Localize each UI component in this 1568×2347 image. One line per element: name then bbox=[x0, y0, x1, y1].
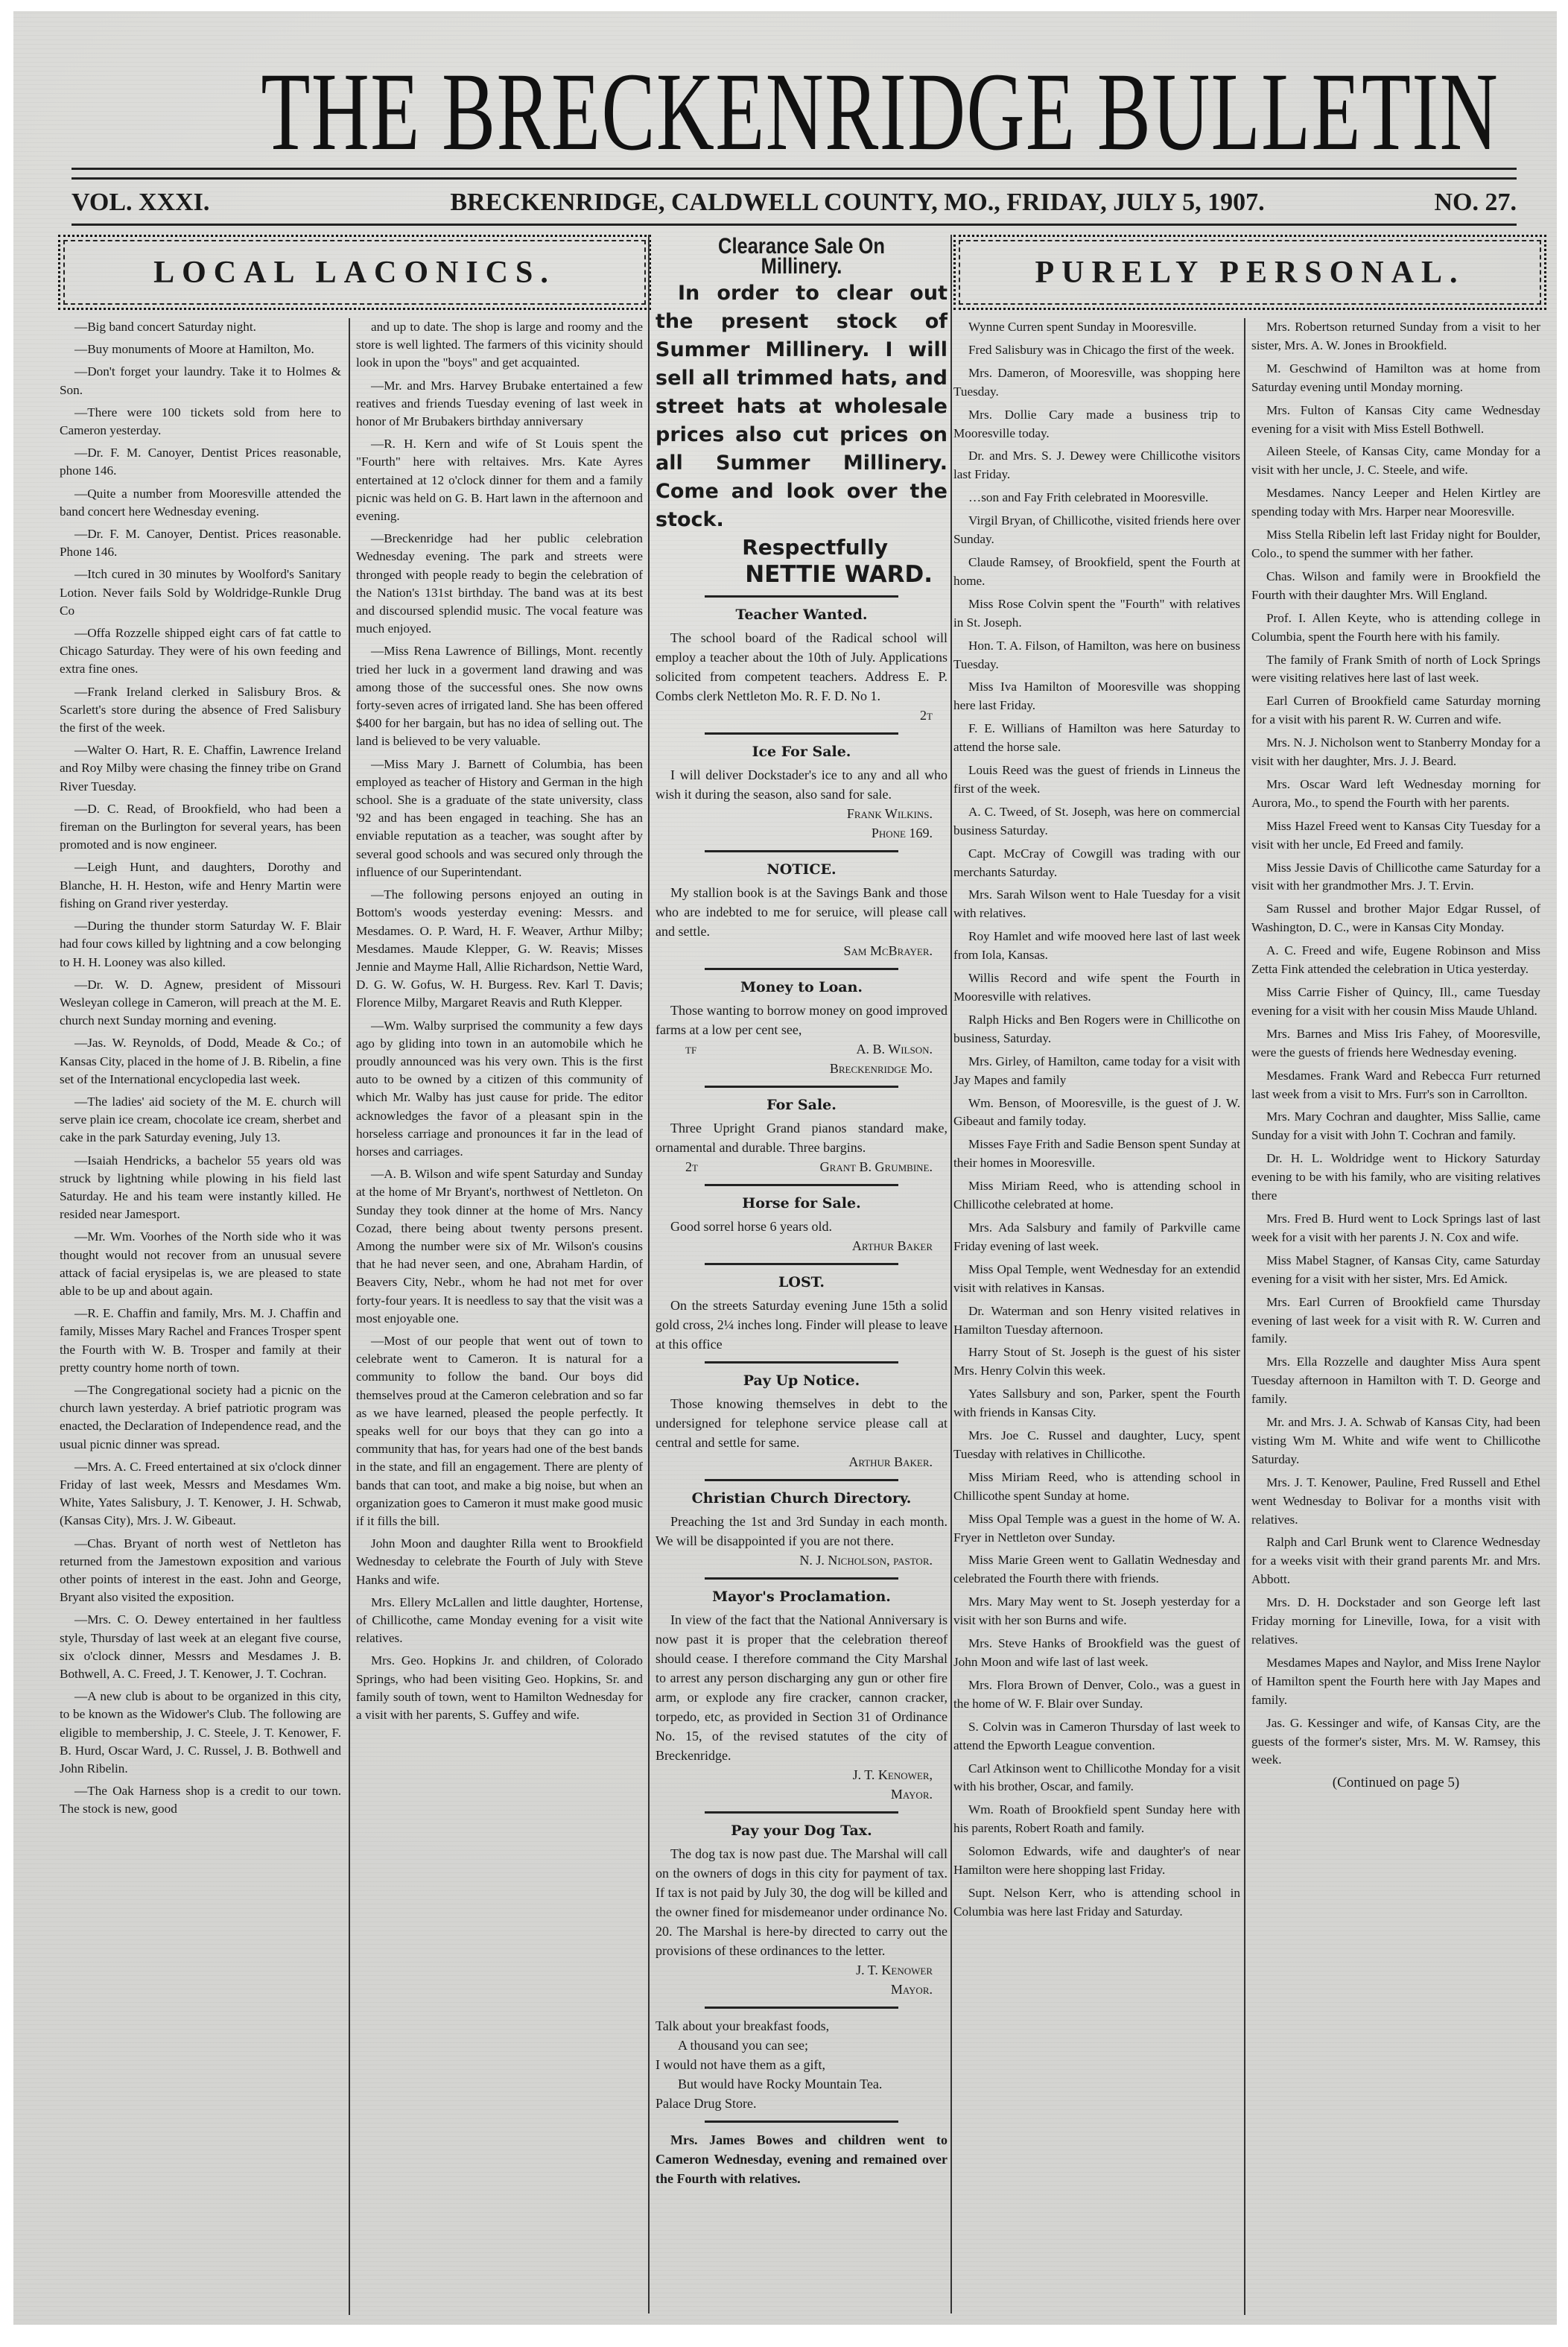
notice-item bbox=[656, 1194, 948, 1255]
local-item: —Most of our people that went out of town to celebrate went to Cameron. It is natural for a community to follow the band. Our boys did themselves proud at the Cameron celebration and so far as we have learned, pleased the people perfectly. It speaks well for our boys that they can go into a community that has, for years had one of the best bands in the state, and fill an engagement. There are plenty of bands that can toot, and make a big noise, but when an organization goes to Cameron it must make good music if it fills the bill. bbox=[356, 1333, 643, 1528]
personal-item: Claude Ramsey, of Brookfield, spent the Fourth at home. bbox=[953, 554, 1240, 588]
personal-item: Supt. Nelson Kerr, who is attending school in Columbia was here last Friday and Saturday. bbox=[953, 1885, 1240, 1919]
personal-item: Capt. McCray of Cowgill was trading with our merchants Saturday. bbox=[953, 846, 1240, 879]
personal-item: Earl Curren of Brookfield came Saturday morning for a visit with his parent R. W. Curren and wife. bbox=[1251, 694, 1540, 727]
local-item: —Big band concert Saturday night. bbox=[74, 320, 256, 334]
personal-item: Mesdames. Nancy Leeper and Helen Kirtley are spending today with Mrs. Harper near Mooresville. bbox=[1251, 486, 1540, 519]
local-item: and up to date. The shop is large and roomy and the store is well lighted. The farmers of this vicinity should look in upon the "boys" and get acquainted. bbox=[356, 320, 643, 370]
divider bbox=[705, 1184, 898, 1186]
personal-item: Mrs. Joe C. Russel and daughter, Lucy, spent Tuesday with relatives in Chillicothe. bbox=[953, 1428, 1240, 1461]
notice-signature-2: Breckenridge Mo. bbox=[829, 1061, 933, 1076]
personal-item: Mesdames. Frank Ward and Rebecca Furr returned last week from a visit to Mrs. Furr's son in Carrollton. bbox=[1251, 1068, 1540, 1101]
continued-notice: (Continued on page 5) bbox=[1332, 1775, 1460, 1791]
local-item: —The ladies' aid society of the M. E. church will serve plain ice cream, chocolate ice cream, sherbet and cake in the park Saturday evening, July 13. bbox=[60, 1094, 341, 1145]
personal-item: The family of Frank Smith of north of Lock Springs were visiting relatives here last of last week. bbox=[1251, 652, 1540, 685]
divider bbox=[705, 1479, 898, 1481]
personal-item: Hon. T. A. Filson, of Hamilton, was here on business Tuesday. bbox=[953, 638, 1240, 671]
personal-item: Mesdames Mapes and Naylor, and Miss Irene Naylor of Hamilton spent the Fourth here with Jay Mapes and family. bbox=[1251, 1655, 1540, 1707]
local-item: —Mr. and Mrs. Harvey Brubake entertained a few reatives and friends Tuesday evening of last week in honor of Mr Brubakers birthday anniversary bbox=[356, 378, 643, 429]
personal-item: Miss Rose Colvin spent the "Fourth" with relatives in St. Joseph. bbox=[953, 596, 1240, 630]
personal-item: Mrs. Fred B. Hurd went to Lock Springs last of last week for a visit with her parents J. N. Cox and wife. bbox=[1251, 1211, 1540, 1244]
personal-item: Mrs. Steve Hanks of Brookfield was the guest of John Moon and wife last of last week. bbox=[953, 1636, 1240, 1669]
notice-body: I will deliver Dockstader's ice to any and all who wish it during the season, also sand for sale. bbox=[656, 767, 948, 802]
personal-item: Virgil Bryan, of Chillicothe, visited friends here over Sunday. bbox=[953, 513, 1240, 547]
notice-title: Christian Church Directory. bbox=[691, 1490, 912, 1507]
notice-signature-line: Arthur Baker bbox=[851, 1238, 933, 1253]
local-laconics-heading: LOCAL LACONICS. bbox=[153, 255, 556, 290]
local-item: —There were 100 tickets sold from here to Cameron yesterday. bbox=[60, 405, 341, 438]
local-item: —D. C. Read, of Brookfield, who had been a fireman on the Burlington for several years, has been promoted and is now engineer. bbox=[60, 801, 341, 852]
local-laconics-column-2 bbox=[356, 318, 643, 1729]
notice-title: Pay Up Notice. bbox=[743, 1372, 860, 1389]
personal-item: Wm. Roath of Brookfield spent Sunday here with his parents, Robert Roath and family. bbox=[953, 1802, 1240, 1836]
personal-item: Mrs. Mary Cochran and daughter, Miss Sallie, came Sunday for a visit with John T. Cochran and family. bbox=[1251, 1109, 1540, 1143]
personal-item: Ralph and Carl Brunk went to Clarence Wednesday for a weeks visit with their grand parents Mr. and Mrs. Abbott. bbox=[1251, 1535, 1540, 1587]
notice-item bbox=[656, 605, 948, 725]
newspaper-page bbox=[13, 11, 1557, 2325]
dateline bbox=[72, 189, 1517, 217]
volume-number: VOL. XXXI. bbox=[72, 189, 210, 216]
personal-item: Sam Russel and brother Major Edgar Russel, of Washington, D. C., were in Kansas City Monday. bbox=[1251, 902, 1540, 935]
personal-item: Miss Opal Temple, went Wednesday for an extendid visit with relatives in Kansas. bbox=[953, 1261, 1240, 1295]
local-item: —Mrs. C. O. Dewey entertained in her faultless style, Thursday of last week at an elegant five course, six o'clock dinner, Messrs and Mesdames J. B. Bothwell, A. C. Freed, J. T. Kenower, J. T. Cochran. bbox=[60, 1612, 341, 1682]
notice-item bbox=[656, 1821, 948, 1999]
bowes-item-text: Mrs. James Bowes and children went to Cameron Wednesday, evening and remained over the Fourth with relatives. bbox=[656, 2132, 948, 2186]
notice-signature-line: Frank Wilkins. bbox=[846, 806, 933, 821]
millinery-ad-body: In order to clear out the present stock of Summer Millinery. I will sell all trimmed hats, and street hats at wholesale prices also cut prices on all Summer Millinery. Come and look over the stock. bbox=[656, 282, 948, 531]
personal-item: Mrs. Dollie Cary made a business trip to Mooresville today. bbox=[953, 407, 1240, 440]
local-item: —Breckenridge had her public celebration Wednesday evening. The park and streets were thronged with people ready to begin the celebration of the Nation's 131st birthday. The band was at its best and discoursed splendid music. The vocal feature was much enjoyed. bbox=[356, 531, 643, 636]
personal-item: Harry Stout of St. Joseph is the guest of his sister Mrs. Henry Colvin this week. bbox=[953, 1345, 1240, 1378]
local-item: —Miss Rena Lawrence of Billings, Mont. recently tried her luck in a goverment land drawing and was among those of the successful ones. She now owns forty-seven acres of irrigated land. She has been offered $400 for her bargain, but has no idea of selling out. The land is believed to be very valuable. bbox=[356, 644, 643, 749]
notice-title: Mayor's Proclamation. bbox=[712, 1589, 891, 1605]
column-rule bbox=[648, 235, 650, 2313]
local-item: John Moon and daughter Rilla went to Brookfield Wednesday to celebrate the Fourth of July with Steve Hanks and wife. bbox=[356, 1536, 643, 1587]
personal-item: Carl Atkinson went to Chillicothe Monday for a visit with his brother, Oscar, and family. bbox=[953, 1761, 1240, 1794]
personal-item: Louis Reed was the guest of friends in Linneus the first of the week. bbox=[953, 763, 1240, 796]
divider bbox=[705, 1263, 898, 1265]
notice-title: For Sale. bbox=[766, 1097, 837, 1113]
personal-item: Mrs. Ada Salsbury and family of Parkville came Friday evening of last week. bbox=[953, 1220, 1240, 1253]
notice-signature-2: Mayor. bbox=[890, 1787, 933, 1802]
center-column bbox=[656, 233, 948, 2188]
poem-line: But would have Rocky Mountain Tea. bbox=[678, 2077, 883, 2091]
notice-signature: A. B. Wilson. bbox=[856, 1042, 933, 1057]
notice-body: Those wanting to borrow money on good improved farms at a low per cent see, bbox=[656, 1003, 948, 1037]
local-item: —The Oak Harness shop is a credit to our town. The stock is new, good bbox=[60, 1784, 341, 1817]
personal-item: Mr. and Mrs. J. A. Schwab of Kansas City, had been visting Wm M. White and wife went to Chillicothe Saturday. bbox=[1251, 1415, 1540, 1466]
poem-line: A thousand you can see; bbox=[678, 2038, 808, 2053]
personal-item: Mrs. N. J. Nicholson went to Stanberry Monday for a visit with her daughter, Mrs. J. J. Beard. bbox=[1251, 735, 1540, 769]
notice-item bbox=[656, 1273, 948, 1354]
personal-item: …son and Fay Frith celebrated in Mooresville. bbox=[968, 490, 1209, 505]
divider bbox=[705, 850, 898, 852]
notice-signature-line: N. J. Nicholson, pastor. bbox=[799, 1553, 933, 1568]
notice-item bbox=[656, 978, 948, 1078]
personal-item: Miss Miriam Reed, who is attending school in Chillicothe celebrated at home. bbox=[953, 1179, 1240, 1212]
local-item: —Mrs. A. C. Freed entertained at six o'clock dinner Friday of last week, Messrs and Mesdames Wm. White, Yates Salisbury, J. T. Kenower, J. H. Schwab, (Kansas City), Mrs. J. W. Gibeaut. bbox=[60, 1459, 341, 1528]
notice-title: NOTICE. bbox=[766, 861, 837, 878]
divider bbox=[705, 968, 898, 970]
purely-personal-heading: PURELY PERSONAL. bbox=[1035, 255, 1465, 290]
dateline-text: BRECKENRIDGE, CALDWELL COUNTY, MO., FRIDAY, JULY 5, 1907. bbox=[450, 189, 1265, 216]
notice-mark: tf bbox=[685, 1042, 697, 1057]
notice-item bbox=[656, 1587, 948, 1804]
notice-body: Preaching the 1st and 3rd Sunday in each month. We will be disappointed if you are not there. bbox=[656, 1514, 948, 1548]
notice-signature-2: Mayor. bbox=[890, 1982, 933, 1997]
local-item: —Chas. Bryant of north west of Nettleton has returned from the Jamestown exposition and various other points of interest in the east. John and George, Bryant also visited the exposition. bbox=[60, 1536, 341, 1605]
notice-signature-2: Phone 169. bbox=[871, 826, 933, 840]
personal-item: Miss Carrie Fisher of Quincy, Ill., came Tuesday evening for a visit with her cousin Miss Maude Uhland. bbox=[1251, 985, 1540, 1018]
divider bbox=[705, 2006, 898, 2009]
tea-poem bbox=[656, 2016, 948, 2113]
personal-item: Mrs. Ella Rozzelle and daughter Miss Aura spent Tuesday afternoon in Hamilton with T. D. George and family. bbox=[1251, 1355, 1540, 1407]
personal-item: Miss Mabel Stagner, of Kansas City, came Saturday evening for a visit with her sister, Mrs. Ed Amick. bbox=[1251, 1252, 1540, 1286]
personal-item: S. Colvin was in Cameron Thursday of last week to attend the Epworth League convention. bbox=[953, 1719, 1240, 1752]
personal-item: Miss Opal Temple was a guest in the home of W. A. Fryer in Nettleton over Sunday. bbox=[953, 1511, 1240, 1545]
personal-item: Solomon Edwards, wife and daughter's of near Hamilton were here shopping last Friday. bbox=[953, 1844, 1240, 1878]
personal-item: Willis Record and wife spent the Fourth in Mooresville with relatives. bbox=[953, 971, 1240, 1004]
divider bbox=[705, 595, 898, 598]
local-item: —Quite a number from Mooresville attended the band concert here Wednesday evening. bbox=[60, 486, 341, 519]
personal-item: Miss Jessie Davis of Chillicothe came Saturday for a visit with her grandmother Mrs. J. T. Ervin. bbox=[1251, 860, 1540, 893]
notices-list bbox=[656, 595, 948, 1999]
notice-mark: 2t bbox=[685, 1159, 698, 1174]
notice-item bbox=[656, 1095, 948, 1176]
personal-item: Dr. Waterman and son Henry visited relatives in Hamilton Tuesday afternoon. bbox=[953, 1303, 1240, 1337]
personal-item: Wm. Benson, of Mooresville, is the guest of J. W. Gibeaut and family today. bbox=[953, 1095, 1240, 1129]
local-item: —Miss Mary J. Barnett of Columbia, has been employed as teacher of History and German in the high school. She is a graduate of the state university, class '92 and has been engaged in teaching. She has an enviable reputation as a teacher, was sought after by several good schools and was secured only through the influence of our Superintendant. bbox=[356, 756, 643, 879]
divider bbox=[705, 1086, 898, 1088]
local-item: —Offa Rozzelle shipped eight cars of fat cattle to Chicago Saturday. They were of his own feeding and extra fine ones. bbox=[60, 626, 341, 677]
notice-title: Ice For Sale. bbox=[752, 744, 851, 760]
notice-signature-line: Sam McBrayer. bbox=[843, 943, 933, 958]
notice-body: On the streets Saturday evening June 15th a solid gold cross, 2¼ inches long. Finder will please to leave at this office bbox=[656, 1298, 948, 1352]
poem-line: Talk about your breakfast foods, bbox=[656, 2018, 830, 2033]
divider bbox=[705, 732, 898, 735]
local-item: —Buy monuments of Moore at Hamilton, Mo. bbox=[74, 342, 314, 357]
personal-item: Mrs. Barnes and Miss Iris Fahey, of Mooresville, were the guests of friends here Wednesday evening. bbox=[1251, 1026, 1540, 1060]
millinery-ad-signature: NETTIE WARD. bbox=[745, 561, 933, 588]
local-item: —Mr. Wm. Voorhes of the North side who it was thought would not recover from an unusual severe attack of facial erysipelas is, we are pleased to state able to be up and about again. bbox=[60, 1229, 341, 1298]
personal-item: Mrs. Flora Brown of Denver, Colo., was a guest in the home of W. F. Blair over Sunday. bbox=[953, 1677, 1240, 1711]
bowes-item bbox=[656, 2130, 948, 2188]
personal-item: Mrs. Earl Curren of Brookfield came Thursday evening of last week for a visit with R. W. Curren and family. bbox=[1251, 1294, 1540, 1346]
personal-item: Mrs. D. H. Dockstader and son George left last Friday morning for Lineville, Iowa, for a visit with relatives. bbox=[1251, 1595, 1540, 1647]
local-item: —Jas. W. Reynolds, of Dodd, Meade & Co.; of Kansas City, placed in the home of J. B. Ribelin, a fine set of the International encyclopedia last week. bbox=[60, 1036, 341, 1086]
purely-personal-heading-box bbox=[953, 235, 1546, 310]
personal-item: A. C. Tweed, of St. Joseph, was here on commercial business Saturday. bbox=[953, 804, 1240, 837]
personal-item: Dr. H. L. Woldridge went to Hickory Saturday evening to be with his family, who are visiting relatives there bbox=[1251, 1151, 1540, 1203]
personal-item: A. C. Freed and wife, Eugene Robinson and Miss Zetta Fink attended the celebration in Utica yesterday. bbox=[1251, 943, 1540, 977]
local-item: —Isaiah Hendricks, a bachelor 55 years old was struck by lightning while plowing in his field last Saturday. He and his team were instantly killed. He resided near Jamesport. bbox=[60, 1153, 341, 1222]
personal-item: Ralph Hicks and Ben Rogers were in Chillicothe on business, Saturday. bbox=[953, 1012, 1240, 1045]
notice-title: LOST. bbox=[778, 1274, 825, 1290]
divider bbox=[705, 1577, 898, 1580]
local-item: —Itch cured in 30 minutes by Woolford's Sanitary Lotion. Never fails Sold by Woldridge-Runkle Drug Co bbox=[60, 567, 341, 618]
personal-item: Roy Hamlet and wife mooved here last of last week from Iola, Kansas. bbox=[953, 929, 1240, 963]
notice-title: Pay your Dog Tax. bbox=[731, 1822, 872, 1839]
local-item: —Leigh Hunt, and daughters, Dorothy and Blanche, H. H. Heston, wife and Henry Martin were fishing on Grand river yesterday. bbox=[60, 860, 341, 910]
notice-signature: Grant B. Grumbine. bbox=[819, 1159, 933, 1174]
personal-item: Jas. G. Kessinger and wife, of Kansas City, are the guests of the former's sister, Mrs. M. W. Ramsey, this week. bbox=[1251, 1715, 1540, 1767]
poem-line: I would not have them as a gift, bbox=[656, 2057, 825, 2072]
column-rule bbox=[349, 318, 350, 2315]
masthead-title: THE BRECKENRIDGE BULLETIN bbox=[261, 50, 1499, 174]
local-item: —A new club is about to be organized in this city, to be known as the Widower's Club. The following are eligible to membership, J. C. Steele, J. T. Kenower, F. B. Hurd, Oscar Ward, J. C. Russel, J. B. Bothwell and John Ribelin. bbox=[60, 1689, 341, 1776]
local-item: —Walter O. Hart, R. E. Chaffin, Lawrence Ireland and Roy Milby were chasing the finney tribe on Grand River Tuesday. bbox=[60, 743, 341, 794]
personal-item: Mrs. Dameron, of Mooresville, was shopping here Tuesday. bbox=[953, 365, 1240, 399]
local-item: —Wm. Walby surprised the community a few days ago by gliding into town in an automobile which he proudly announced was his very own. This is the first auto to be owned by a citizen of this community of which Mr. Walby has just cause for pride. The editor acknowledges the favor of a pleasant spin in the horseless carriage and pronounces it far in the lead of horses and carriages. bbox=[356, 1018, 643, 1159]
local-laconics-heading-box bbox=[58, 235, 651, 310]
personal-item: Chas. Wilson and family were in Brookfield the Fourth with their daughter Mrs. Will England. bbox=[1251, 568, 1540, 602]
local-item: —Dr. F. M. Canoyer, Dentist Prices reasonable, phone 146. bbox=[60, 446, 341, 478]
masthead-rule bbox=[72, 168, 1517, 180]
local-item: —R. E. Chaffin and family, Mrs. M. J. Chaffin and family, Misses Mary Rachel and Frances Trosper spent the Fourth with W. B. Trosper and family at their pretty country home north of town. bbox=[60, 1306, 341, 1375]
notice-body: Three Upright Grand pianos standard make, ornamental and durable. Three bargins. bbox=[656, 1121, 948, 1155]
divider bbox=[705, 2120, 898, 2123]
personal-item: Yates Sallsbury and son, Parker, spent the Fourth with friends in Kansas City. bbox=[953, 1387, 1240, 1420]
personal-item: Aileen Steele, of Kansas City, came Monday for a visit with her uncle, J. C. Steele, and wife. bbox=[1251, 444, 1540, 478]
notice-body: Good sorrel horse 6 years old. bbox=[670, 1219, 832, 1234]
notice-item bbox=[656, 860, 948, 960]
notice-body: The school board of the Radical school will employ a teacher about the 10th of July. Applications solicited from competent teachers. Address E. P. Combs clerk Nettleton Mo. R. F. D. No 1. bbox=[656, 630, 948, 703]
dateline-rule bbox=[72, 224, 1517, 226]
local-item: —During the thunder storm Saturday W. F. Blair had four cows killed by lightning and a cow belonging to H. H. Looney was also killed. bbox=[60, 919, 341, 969]
local-item: —Frank Ireland clerked in Salisbury Bros. & Scarlett's store during the absence of Fred Salisbury the first of the week. bbox=[60, 684, 341, 735]
column-rule bbox=[1244, 318, 1245, 2315]
personal-item: Misses Faye Frith and Sadie Benson spent Sunday at their homes in Mooresville. bbox=[953, 1137, 1240, 1171]
notice-signature-line bbox=[656, 1039, 948, 1059]
notice-body: My stallion book is at the Savings Bank and those who are indebted to me for seruice, will please call and settle. bbox=[656, 885, 948, 939]
local-item: —Don't forget your laundry. Take it to Holmes & Son. bbox=[60, 364, 341, 397]
local-item: Mrs. Geo. Hopkins Jr. and children, of Colorado Springs, who had been visiting Geo. Hopkins, Sr. and family south of town, went to Hamilton Wednesday for a visit with her parents, S. Guffey and wife. bbox=[356, 1653, 643, 1723]
divider bbox=[705, 1811, 898, 1814]
local-laconics-column-1 bbox=[60, 318, 341, 1823]
notice-item bbox=[656, 742, 948, 843]
personal-item: Mrs. Sarah Wilson went to Hale Tuesday for a visit with relatives. bbox=[953, 887, 1240, 921]
personal-item: Wynne Curren spent Sunday in Mooresville. bbox=[968, 320, 1197, 334]
notice-title: Teacher Wanted. bbox=[735, 606, 868, 623]
personal-item: Fred Salisbury was in Chicago the first of the week. bbox=[968, 342, 1235, 357]
personal-item: Miss Miriam Reed, who is attending school in Chillicothe spent Sunday at home. bbox=[953, 1469, 1240, 1503]
poem-advertiser: Palace Drug Store. bbox=[656, 2096, 757, 2111]
notice-signature-line: 2t bbox=[920, 708, 933, 723]
personal-item: Miss Marie Green went to Gallatin Wednesday and celebrated the Fourth there with friends. bbox=[953, 1553, 1240, 1586]
notice-title: Horse for Sale. bbox=[742, 1195, 861, 1211]
notice-body: Those knowing themselves in debt to the undersigned for telephone service please call at central and settle for same. bbox=[656, 1396, 948, 1450]
personal-item: Miss Iva Hamilton of Mooresville was shopping here last Friday. bbox=[953, 680, 1240, 713]
purely-personal-column-2 bbox=[1251, 318, 1540, 1793]
local-item: —A. B. Wilson and wife spent Saturday and Sunday at the home of Mr Bryant's, northwest of Nettleton. On Sunday they took dinner at the home of Mrs. Nancy Cozad, there being about twenty persons present. Among the number were six of Mr. Wilson's cousins that he had never seen, and one, Abraham Hardin, of Beavers City, Nebr., whom he had not met for over forty-four years. It is needless to say that the visit was a most enjoyable one. bbox=[356, 1167, 643, 1325]
personal-item: Mrs. J. T. Kenower, Pauline, Fred Russell and Ethel went Wednesday to Bolivar for a months visit with relatives. bbox=[1251, 1475, 1540, 1527]
personal-item: Prof. I. Allen Keyte, who is attending college in Columbia, spent the Fourth here with his family. bbox=[1251, 610, 1540, 644]
purely-personal-column-1 bbox=[953, 318, 1240, 1926]
notice-signature-line bbox=[656, 1157, 948, 1176]
notice-signature-line: J. T. Kenower bbox=[856, 1963, 933, 1977]
local-item: —R. H. Kern and wife of St Louis spent the "Fourth" here with reltaives. Mrs. Kate Ayres entertained at 12 o'clock dinner for them and a family picnic was held on G. B. Hart lawn in the afternoon and evening. bbox=[356, 437, 643, 524]
notice-title: Money to Loan. bbox=[740, 979, 863, 995]
notice-signature-line: Arthur Baker. bbox=[848, 1454, 933, 1469]
issue-number: NO. 27. bbox=[1434, 189, 1517, 216]
personal-item: Mrs. Girley, of Hamilton, came today for a visit with Jay Mapes and family bbox=[953, 1054, 1240, 1087]
local-item: —Dr. F. M. Canoyer, Dentist. Prices reasonable. Phone 146. bbox=[60, 527, 341, 560]
personal-item: M. Geschwind of Hamilton was at home from Saturday evening until Monday morning. bbox=[1251, 361, 1540, 394]
personal-item: F. E. Willians of Hamilton was here Saturday to attend the horse sale. bbox=[953, 721, 1240, 755]
local-item: —The following persons enjoyed an outing in Bottom's woods yesterday evening: Messrs. and Mesdames. O. P. Ward, H. F. Weaver, Arthur Milby; Mesdames. Maude Klepper, G. W. Reavis; Misses Jennie and Mayme Hall, Allie Richardson, Nettie Ward, D. G. W. Gofus, W. H. Burgess. Rev. Karl T. Davis; Florence Milby, Margaret Reavis and Ruth Klepper. bbox=[356, 887, 643, 1010]
notice-body: In view of the fact that the National Anniversary is now past it is proper that the celebration thereof should cease. I therefore command the City Marshal to arrest any person discharging any gun or other fire arm, or explode any fire cracker, cannon cracker, torpedo, etc, as provided in Section 31 of Ordinance No. 15, of the revised statutes of the city of Breckenridge. bbox=[656, 1612, 948, 1763]
notice-item bbox=[656, 1489, 948, 1570]
divider bbox=[705, 1361, 898, 1363]
millinery-ad-title: Clearance Sale On Millinery. bbox=[718, 234, 885, 279]
local-item: —The Congregational society had a picnic on the church lawn yesterday. A brief patriotic program was enacted, the Declaration of Independence read, and the usual picnic dinner was spread. bbox=[60, 1382, 341, 1451]
personal-item: Dr. and Mrs. S. J. Dewey were Chillicothe visitors last Friday. bbox=[953, 449, 1240, 482]
column-rule bbox=[950, 235, 952, 2313]
personal-item: Mrs. Robertson returned Sunday from a visit to her sister, Mrs. A. W. Jones in Brookfield. bbox=[1251, 320, 1540, 352]
notice-signature-line: J. T. Kenower, bbox=[852, 1767, 933, 1782]
personal-item: Mrs. Oscar Ward left Wednesday morning for Aurora, Mo., to spend the Fourth with her parents. bbox=[1251, 776, 1540, 810]
personal-item: Miss Stella Ribelin left last Friday night for Boulder, Colo., to spend the summer with her father. bbox=[1251, 528, 1540, 560]
personal-item: Miss Hazel Freed went to Kansas City Tuesday for a visit with her uncle, Ed Freed and family. bbox=[1251, 818, 1540, 852]
notice-body: The dog tax is now past due. The Marshal will call on the owners of dogs in this city for payment of tax. If tax is not paid by July 30, the dog will be killed and the owner fined for misdemeanor under ordinance No. 20. The Marshal is here-by directed to carry out the provisions of these ordinances to the letter. bbox=[656, 1846, 948, 1958]
local-item: Mrs. Ellery McLallen and little daughter, Hortense, of Chillicothe, came Monday evening for a visit wite relatives. bbox=[356, 1594, 643, 1646]
notice-item bbox=[656, 1371, 948, 1472]
local-item: —Dr. W. D. Agnew, president of Missouri Wesleyan college in Cameron, will preach at the M. E. church next Sunday morning and evening. bbox=[60, 977, 341, 1028]
personal-item: Mrs. Fulton of Kansas City came Wednesday evening for a visit with Miss Estell Bothwell. bbox=[1251, 402, 1540, 436]
millinery-ad bbox=[656, 236, 948, 588]
personal-item: Mrs. Mary May went to St. Joseph yesterday for a visit with her son Burns and wife. bbox=[953, 1594, 1240, 1628]
millinery-ad-closing: Respectfully bbox=[742, 535, 888, 560]
